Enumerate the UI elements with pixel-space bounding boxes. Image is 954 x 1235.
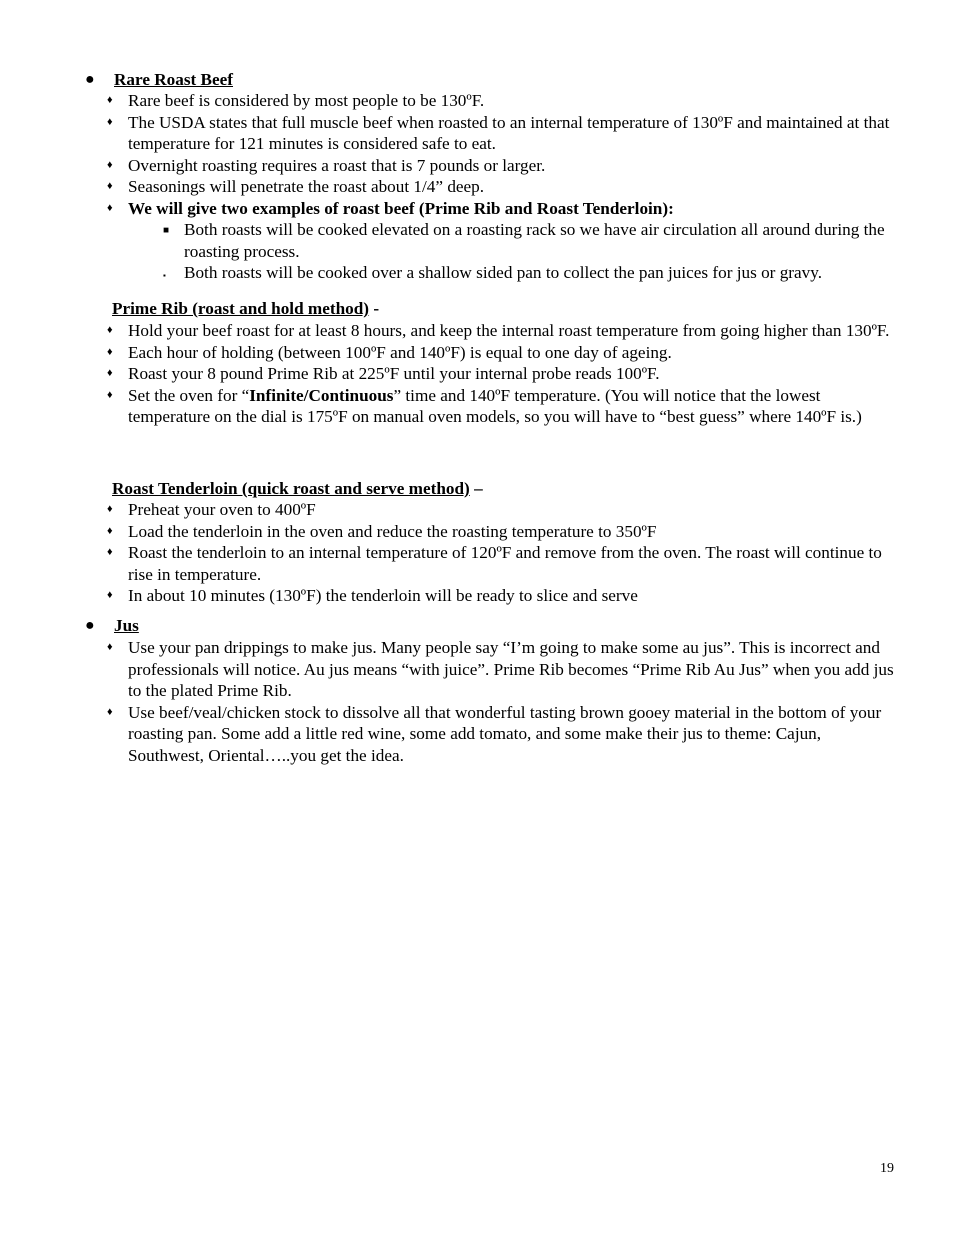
rare-heading-text: Rare Roast Beef bbox=[114, 70, 234, 89]
list-item: ♦ The USDA states that full muscle beef when roasted to an internal temperature of 130ºF and maintained at that temperature for 121 minutes is considered safe to eat. bbox=[107, 112, 890, 153]
sub-list-item: ■ Both roasts will be cooked elevated on a roasting rack so we have air circulation all around during the roasting process. bbox=[163, 220, 885, 261]
diamond-bullet-icon: ♦ bbox=[107, 503, 113, 515]
list-item: ♦ Overnight roasting requires a roast that is 7 pounds or larger. bbox=[107, 155, 546, 175]
list-item: ♦ Roast the tenderloin to an internal temperature of 120ºF and remove from the oven. The roast will continue to rise in temperature. bbox=[107, 543, 882, 584]
list-item: ♦ Use beef/veal/chicken stock to dissolve all that wonderful tasting brown gooey material in the bottom of your roasting pan. Some add a little red wine, some add tomato, and some make their jus to theme: Cajun, Southwest, Oriental…..you get the idea. bbox=[107, 702, 882, 765]
diamond-bullet-icon: ♦ bbox=[107, 115, 113, 128]
page-number: 19 bbox=[880, 1161, 894, 1176]
sub-list bbox=[128, 219, 901, 284]
list-item: ♦ Preheat your oven to 400ºF bbox=[107, 500, 316, 519]
diamond-bullet-icon: ♦ bbox=[107, 388, 113, 401]
list-item: ♦ Seasonings will penetrate the roast about 1/4” deep. bbox=[107, 177, 485, 196]
sub-list-item: ▪ Both roasts will be cooked over a shallow sided pan to collect the pan juices for jus or gravy. bbox=[163, 262, 901, 284]
list-item: ♦ Use your pan drippings to make jus. Many people say “I’m going to make some au jus”. This is incorrect and professionals will notice. Au jus means “with juice”. Prime Rib becomes “Prime Rib Au Jus” when you add jus to the plated Prime Rib. bbox=[107, 638, 894, 700]
tenderloin-list bbox=[107, 499, 901, 607]
diamond-bullet-icon: ♦ bbox=[107, 345, 113, 358]
section-heading-rare-roast-beef bbox=[114, 69, 233, 91]
bullet-dot: ● bbox=[85, 617, 95, 634]
diamond-bullet-icon: ♦ bbox=[107, 546, 113, 558]
diamond-bullet-icon: ♦ bbox=[107, 705, 113, 718]
diamond-bullet-icon: ♦ bbox=[107, 524, 113, 537]
list-item: ♦ In about 10 minutes (130ºF) the tenderloin will be ready to slice and serve bbox=[107, 586, 638, 605]
list-item: ♦ Roast your 8 pound Prime Rib at 225ºF until your internal probe reads 100ºF. bbox=[107, 364, 660, 383]
diamond-bullet-icon: ♦ bbox=[107, 94, 113, 106]
bullet-dot: ● bbox=[85, 71, 95, 88]
list-item: ♦ We will give two examples of roast beef (Prime Rib and Roast Tenderloin): ■ Both roasts will be cooked elevated on a roasting rack so we have air circulation all around during the roasting process. ▪ Both roasts will be cooked over a shallow sided pan to collect the pan juices for jus or gravy. bbox=[107, 198, 901, 284]
list-item: ♦ Load the tenderloin in the oven and reduce the roasting temperature to 350ºF bbox=[107, 521, 657, 541]
section-heading-jus: Jus bbox=[114, 616, 139, 635]
list-item: ♦ Each hour of holding (between 100ºF and 140ºF) is equal to one day of ageing. bbox=[107, 342, 672, 362]
rare-list bbox=[107, 90, 901, 284]
list-item: ♦ Hold your beef roast for at least 8 hours, and keep the internal roast temperature from going higher than 130ºF. bbox=[107, 321, 890, 340]
diamond-bullet-icon: ♦ bbox=[107, 201, 113, 214]
diamond-bullet-icon: ♦ bbox=[107, 641, 113, 653]
diamond-bullet-icon: ♦ bbox=[107, 589, 113, 601]
diamond-bullet-icon: ♦ bbox=[107, 367, 113, 379]
section-heading-prime-rib: Prime Rib (roast and hold method) - bbox=[112, 299, 380, 318]
list-item: ♦ Set the oven for “Infinite/Continuous” time and 140ºF temperature. (You will notice that the lowest temperature on the dial is 175ºF on manual oven models, so you will have to “best guess” where 140ºF is.) bbox=[107, 385, 862, 426]
small-square-bullet-icon: ▪ bbox=[163, 271, 166, 280]
prime-rib-list bbox=[107, 320, 901, 428]
jus-list bbox=[107, 637, 901, 766]
diamond-bullet-icon: ♦ bbox=[107, 324, 113, 336]
list-item: ♦ Rare beef is considered by most people to be 130ºF. bbox=[107, 91, 485, 110]
diamond-bullet-icon: ♦ bbox=[107, 158, 113, 171]
diamond-bullet-icon: ♦ bbox=[107, 180, 113, 192]
section-heading-roast-tenderloin: Roast Tenderloin (quick roast and serve method) – bbox=[112, 479, 483, 498]
square-bullet-icon: ■ bbox=[163, 225, 170, 236]
